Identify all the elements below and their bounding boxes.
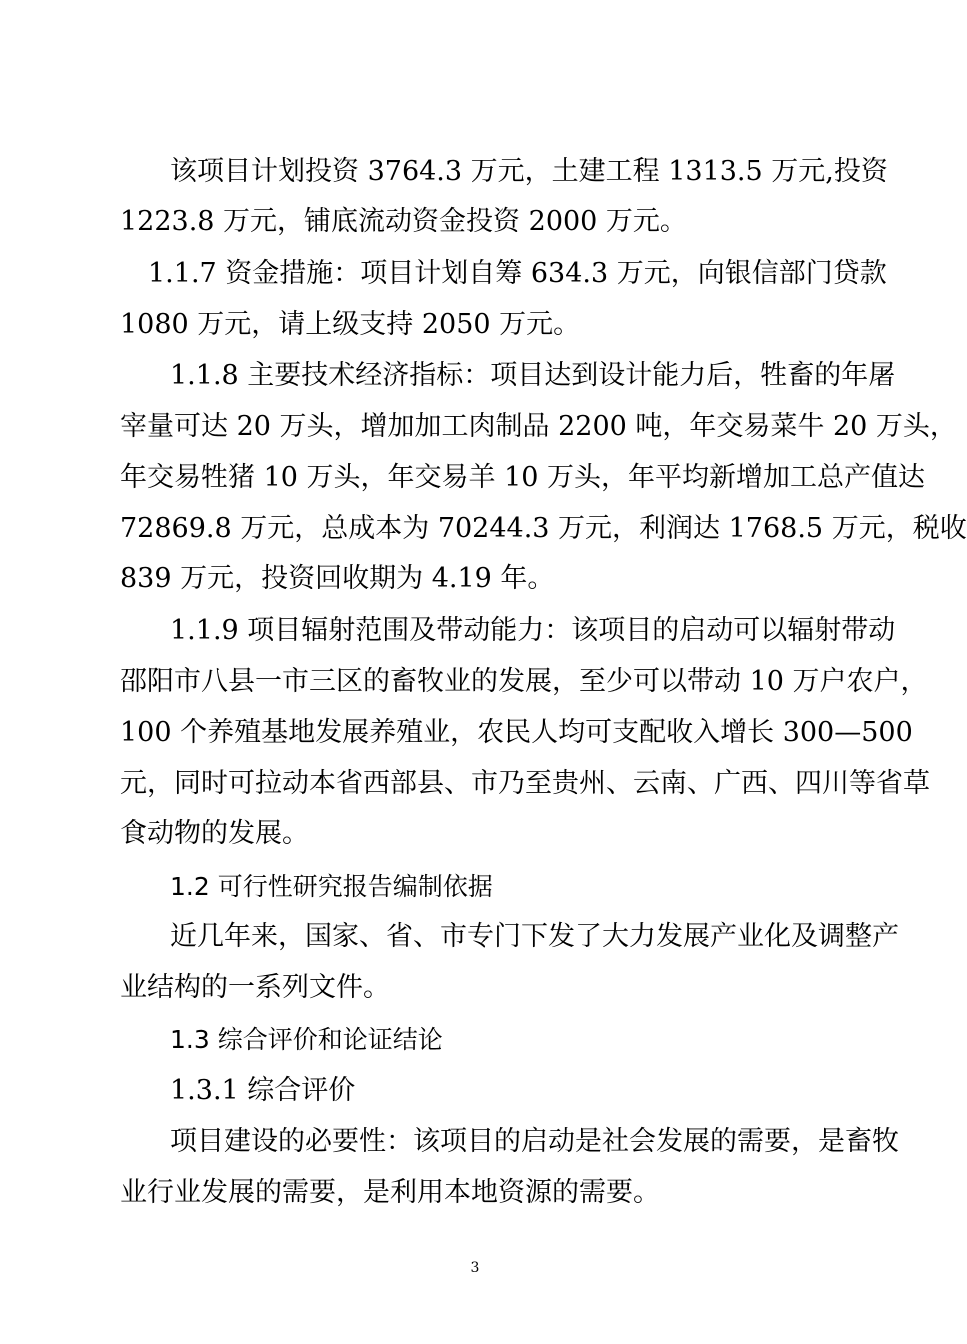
investment-line-2: 1223.8 万元，铺底流动资金投资 2000 万元。: [120, 206, 687, 237]
radiation-line-5: 食动物的发展。: [120, 818, 309, 849]
indicators-line-2: 宰量可达 20 万头，增加加工肉制品 2200 吨，年交易菜牛 20 万头，: [120, 411, 957, 442]
necessity-line-1: 项目建设的必要性：该项目的启动是社会发展的需要，是畜牧: [170, 1126, 899, 1157]
funding-line-2: 1080 万元，请上级支持 2050 万元。: [120, 309, 581, 340]
radiation-line-1: 1.1.9 项目辐射范围及带动能力：该项目的启动可以辐射带动: [170, 615, 896, 646]
necessity-line-2: 业行业发展的需要，是利用本地资源的需要。: [120, 1177, 660, 1208]
indicators-line-1: 1.1.8 主要技术经济指标：项目达到设计能力后，牲畜的年屠: [170, 360, 896, 391]
section-heading-1-3: 1.3 综合评价和论证结论: [170, 1025, 443, 1054]
investment-line-1: 该项目计划投资 3764.3 万元，土建工程 1313.5 万元,投资: [170, 156, 888, 187]
section-heading-1-2: 1.2 可行性研究报告编制依据: [170, 872, 493, 901]
basis-line-2: 业结构的一系列文件。: [120, 972, 390, 1003]
funding-line-1: 1.1.7 资金措施：项目计划自筹 634.3 万元，向银信部门贷款: [148, 258, 887, 289]
indicators-line-5: 839 万元，投资回收期为 4.19 年。: [120, 563, 555, 594]
subsection-heading-1-3-1: 1.3.1 综合评价: [170, 1075, 356, 1106]
indicators-line-4: 72869.8 万元，总成本为 70244.3 万元，利润达 1768.5 万元，税收: [120, 513, 967, 544]
radiation-line-3: 100 个养殖基地发展养殖业，农民人均可支配收入增长 300—500: [120, 717, 913, 748]
page-number: 3: [470, 1260, 480, 1276]
radiation-line-4: 元，同时可拉动本省西部县、市乃至贵州、云南、广西、四川等省草: [120, 768, 930, 799]
basis-line-1: 近几年来，国家、省、市专门下发了大力发展产业化及调整产: [170, 921, 899, 952]
indicators-line-3: 年交易牲猪 10 万头，年交易羊 10 万头，年平均新增加工总产值达: [120, 462, 926, 493]
radiation-line-2: 邵阳市八县一市三区的畜牧业的发展，至少可以带动 10 万户农户，: [120, 666, 928, 697]
